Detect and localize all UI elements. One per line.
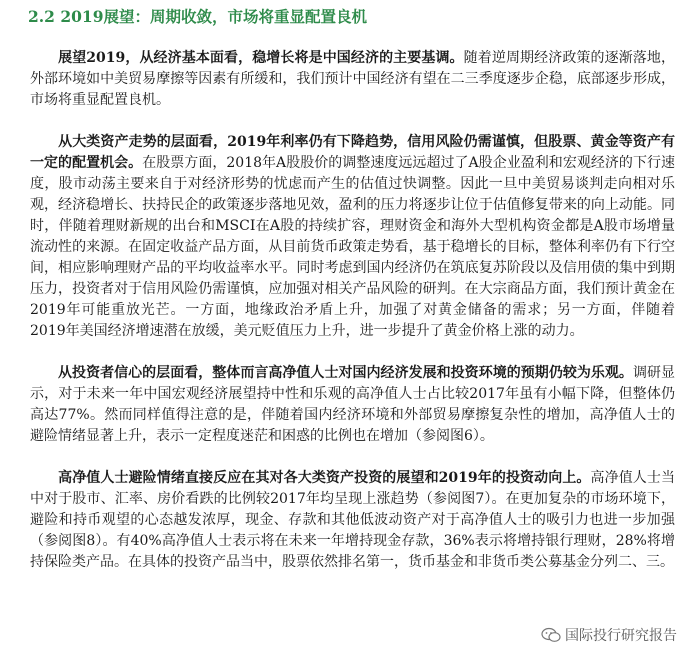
paragraph-investor-confidence [30, 363, 675, 447]
paragraph-body: 调研显示，对于未来一年中国宏观经济展望持中性和乐观的高净值人士占比较2017年虽有小幅下降，但整体仍高达77%。然而同样值得注意的是，伴随着国内经济环境和外部贸易摩擦复杂性的增加，高净值人士的避险情绪显著上升，表示一定程度迷茫和困惑的比例也在增加（参阅图6）。 [30, 365, 675, 444]
section-heading: 2.2 2019展望：周期收敛，市场将重显配置良机 [28, 7, 368, 26]
paragraph-outlook [30, 48, 675, 111]
paragraph-body: 随着逆周期经济政策的逐渐落地，外部环境如中美贸易摩擦等因素有所缓和，我们预计中国经济有望在二三季度逐步企稳，底部逐步形成，市场将重显配置良机。 [30, 50, 675, 108]
paragraph-body: 在股票方面，2018年A股股价的调整速度远远超过了A股企业盈利和宏观经济的下行速度，股市动荡主要来自于对经济形势的忧虑而产生的估值过快调整。因此一旦中美贸易谈判走向相对乐观，经济稳增长、扶持民企的政策逐步落地见效，盈利的压力将逐步让位于估值修复带来的向上动能。同时，伴随着理财新规的出台和MSCI在A股的持续扩容，理财资金和海外大型机构资金都是A股市场增量流动性的来源。在固定收益产品方面，从目前货币政策走势看，基于稳增长的目标，整体利率仍有下行空间，相应影响理财产品的平均收益率水平。同时考虑到国内经济仍在筑底复苏阶段以及信用债的集中到期压力，投资者对于信用风险仍需谨慎，应加强对相关产品风险的研判。在大宗商品方面，我们预计黄金在2019年可能重放光芒。一方面，地缘政治矛盾上升，加强了对黄金储备的需求；另一方面，伴随着2019年美国经济增速潜在放缓，美元贬值压力上升，进一步提升了黄金价格上涨的动力。 [30, 155, 675, 339]
paragraph-lead: 展望2019，从经济基本面看，稳增长将是中国经济的主要基调。 [58, 50, 464, 66]
watermark-text: 国际投行研究报告 [565, 628, 677, 644]
paragraph-lead: 从投资者信心的层面看，整体而言高净值人士对国内经济发展和投资环境的预期仍较为乐观。 [58, 365, 633, 381]
paragraph-lead: 高净值人士避险情绪直接反应在其对各大类资产投资的展望和2019年的投资动向上。 [58, 470, 591, 486]
paragraph-asset-trends [30, 132, 675, 342]
wechat-watermark [537, 624, 681, 646]
wechat-icon [541, 627, 561, 643]
paragraph-body: 高净值人士当中对于股市、汇率、房价看跌的比例较2017年均呈现上涨趋势（参阅图7）。在更加复杂的市场环境下，避险和持币观望的心态越发浓厚，现金、存款和其他低波动资产对于高净值人士的吸引力也进一步加强（参阅图8）。有40%高净值人士表示将在未来一年增持现金存款，36%表示将增持银行理财，28%将增持保险类产品。在具体的投资产品当中，股票依然排名第一，货币基金和非货币类公募基金分列二、三。 [30, 470, 675, 570]
paragraph-lead: 从大类资产走势的层面看，2019年利率仍有下降趋势，信用风险仍需谨慎，但股票、黄金等资产有一定的配置机会。 [30, 134, 675, 171]
paragraph-risk-aversion [30, 468, 675, 573]
